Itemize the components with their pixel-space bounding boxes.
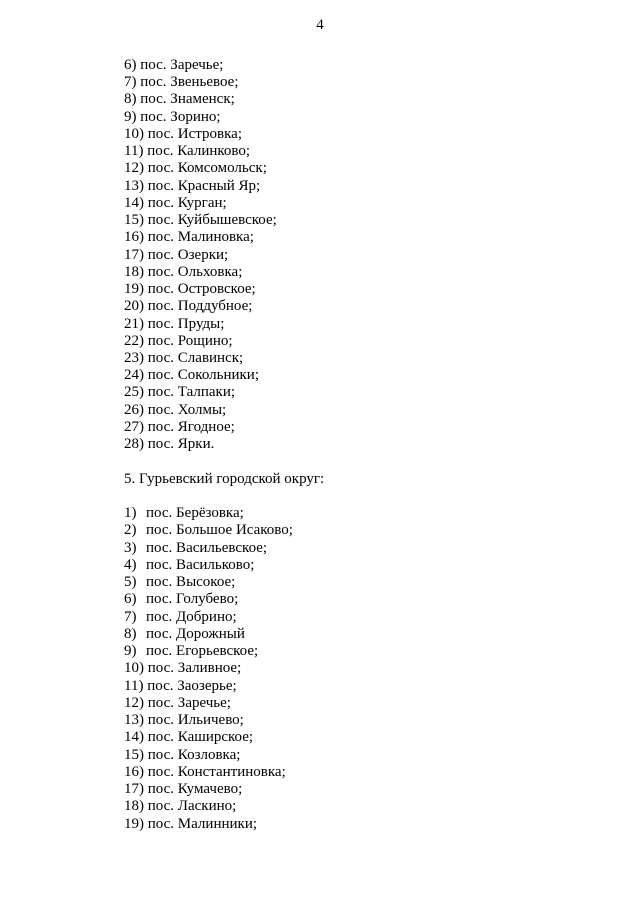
list-item: [124, 816, 293, 833]
list-item: 8) пос. Знаменск;: [124, 91, 235, 108]
list-item: [124, 712, 293, 729]
item-text: пос. Заозерье;: [147, 677, 237, 694]
list-item: 10) пос. Истровка;: [124, 125, 243, 142]
list-item: [124, 557, 293, 574]
item-text: пос. Васильково;: [146, 556, 255, 573]
item-number: 16): [124, 763, 144, 780]
item-text: пос. Ильичево;: [147, 712, 244, 728]
list-item: [124, 540, 293, 557]
list-item: [124, 522, 293, 539]
item-text: пос. Заливное;: [147, 660, 242, 677]
item-number: 19): [124, 815, 144, 832]
item-number: 6): [124, 591, 137, 608]
list-item: 23) пос. Славинск;: [124, 349, 244, 366]
list-item: 24) пос. Сокольники;: [124, 367, 259, 384]
item-text: пос. Добрино;: [146, 608, 237, 625]
list-item: 21) пос. Пруды;: [124, 315, 225, 332]
list-item: 6) пос. Заречье;: [124, 57, 224, 73]
list-item: [124, 729, 293, 746]
list-item: [124, 574, 293, 591]
item-text: пос. Голубево;: [146, 591, 239, 608]
item-text: пос. Константиновка;: [147, 763, 286, 780]
list-item: 7) пос. Звеньевое;: [124, 74, 239, 91]
list-item: [124, 678, 293, 695]
item-number: 14): [124, 729, 144, 746]
list-item: [124, 505, 293, 522]
item-number: 7): [124, 608, 137, 625]
section-heading: 5. Гурьевский городской округ:: [124, 471, 325, 487]
item-text: пос. Высокое;: [146, 574, 236, 590]
list-item: [124, 609, 293, 626]
list-item: [124, 626, 293, 643]
list-item: 27) пос. Ягодное;: [124, 418, 235, 435]
item-number: 10): [124, 660, 144, 677]
item-text: пос. Большое Исаково;: [146, 522, 293, 539]
item-text: пос. Берёзовка;: [146, 505, 244, 521]
list-item: [124, 591, 293, 608]
item-number: 5): [124, 574, 137, 590]
list-item: [124, 764, 293, 781]
list-item: 18) пос. Ольховка;: [124, 263, 243, 280]
item-number: 9): [124, 643, 137, 659]
settlement-list-section: [124, 505, 293, 833]
list-item: [124, 643, 293, 660]
list-item: 22) пос. Рощино;: [124, 332, 233, 349]
item-number: 3): [124, 539, 137, 556]
item-number: 2): [124, 522, 137, 539]
list-item: 26) пос. Холмы;: [124, 401, 227, 418]
item-number: 15): [124, 746, 144, 763]
list-item: 20) пос. Поддубное;: [124, 298, 253, 315]
item-text: пос. Заречье;: [147, 694, 231, 711]
item-text: пос. Кумачево;: [147, 781, 243, 797]
list-item: 17) пос. Озерки;: [124, 246, 229, 263]
list-item: 28) пос. Ярки.: [124, 436, 215, 453]
list-item: [124, 660, 293, 677]
list-item: 11) пос. Калинково;: [124, 143, 251, 160]
item-number: 18): [124, 798, 144, 815]
list-item: 16) пос. Малиновка;: [124, 229, 254, 246]
item-text: пос. Егорьевское;: [146, 643, 259, 659]
list-item: [124, 695, 293, 712]
item-number: 13): [124, 712, 144, 728]
item-number: 8): [124, 625, 137, 642]
list-item: 15) пос. Куйбышевское;: [124, 212, 277, 229]
item-number: 11): [124, 677, 144, 694]
list-item: 19) пос. Островское;: [124, 281, 256, 298]
item-text: пос. Васильевское;: [146, 539, 268, 556]
list-item: 25) пос. Талпаки;: [124, 384, 236, 401]
settlement-list-continued: [124, 57, 277, 453]
item-text: пос. Козловка;: [147, 746, 241, 763]
list-item: 14) пос. Курган;: [124, 194, 227, 211]
item-number: 4): [124, 556, 137, 573]
list-item: 12) пос. Комсомольск;: [124, 160, 267, 177]
item-number: 1): [124, 505, 137, 521]
item-text: пос. Малинники;: [147, 815, 258, 832]
page-number: 4: [316, 17, 324, 33]
list-item: [124, 747, 293, 764]
item-number: 12): [124, 694, 144, 711]
item-number: 17): [124, 781, 144, 797]
item-text: пос. Каширское;: [147, 729, 254, 746]
list-item: [124, 798, 293, 815]
item-text: пос. Дорожный: [146, 625, 245, 642]
list-item: 9) пос. Зорино;: [124, 108, 221, 125]
list-item: [124, 781, 293, 798]
list-item: 13) пос. Красный Яр;: [124, 177, 261, 194]
item-text: пос. Ласкино;: [147, 798, 237, 815]
